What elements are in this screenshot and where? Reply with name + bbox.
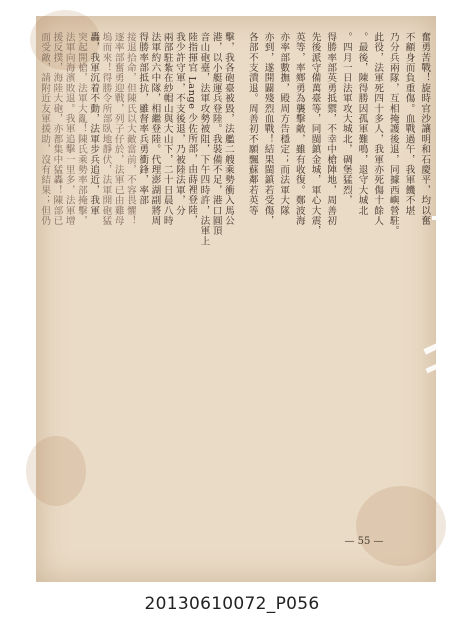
text-column: 音山砲臺，法軍攻勢被阻，下午四時許，法軍上 — [198, 32, 210, 247]
text-column: 突起開槍，法軍大亂！陳氏乘勢率部掩擊， — [75, 32, 87, 226]
water-stain — [26, 436, 86, 506]
text-column: 塢而來！得勝令所部臥地靜伏，法軍開砲猛 — [100, 32, 112, 226]
image-caption: 20130610072_P056 — [144, 594, 320, 614]
page-number: — 55 — — [344, 536, 384, 547]
text-column: 不顧身而負重傷。血戰過午，我軍饑不堪 — [403, 32, 415, 216]
text-column: 得勝率部抵抗，雖督率兵勇衝鋒，率部 — [137, 32, 149, 206]
text-column: 亦率部數撫，殿周方告穩定；而法軍大隊 — [278, 32, 290, 216]
edge-tear — [432, 216, 440, 220]
text-column: 。四月一日法軍攻大城北，碉堡猛烈， — [340, 32, 352, 206]
text-column: 各部不支潰退。周善初不願飄蘇鄰若英等 — [246, 32, 258, 216]
document-page — [36, 16, 436, 582]
text-column: 陸指揮官 Lange 少佐所部，由蒔裡登陸， — [186, 32, 198, 226]
text-column: 我少許守軍，不支後退，乃被陸法軍，分 — [173, 32, 185, 216]
text-column: 先後派守備萬臺等，同閩鎮金城，軍心大震， — [309, 32, 321, 236]
edge-tear — [426, 364, 439, 374]
text-column: 。最後，陳得勝因孤軍難鳴，退守大城北 — [356, 32, 368, 216]
text-column: 面受敵，請附近友軍援助，沒有結果；但仍 — [39, 32, 51, 226]
text-column: 轟，我軍沉着不動，法軍步兵追近，我軍 — [88, 32, 100, 216]
text-column: 法軍約六中隊，相繼登陸。代理澎湖副將周 — [149, 32, 161, 226]
text-column: 此役，法軍死四十多人，我軍亦死傷十餘人 — [372, 32, 384, 226]
text-column: 港，以小艇運兵登陸。我裝備不足，港口圓頂 — [210, 32, 222, 236]
text-column: 接退拾命，但陳氏以大敵當前，不容畏懼！ — [124, 32, 136, 226]
text-column: 得勝率部英勇抵禦，不幸中槍陣地，周善初 — [325, 32, 337, 226]
text-column: 乃分兵兩隊，互相掩護後退，同據西嶼營駐。 — [387, 32, 399, 236]
text-column: 奮勇苦戰！旋時官沙讓明和石慶平，均以奮 — [419, 32, 431, 226]
text-column: 逐率部奮勇迎戰，列子仔於，法軍已由雞母 — [112, 32, 124, 226]
text-column: 擊，我各砲臺被毀，法艦二艘乘勢衝入馬公 — [222, 32, 234, 226]
edge-tear — [423, 343, 438, 354]
text-column: 亦到，遂開闢殘烈血戰！結果閩鎮若受傷， — [262, 32, 274, 226]
water-stain — [356, 486, 446, 566]
text-column: 英等，率鄉勇為襲擊敵，雖有收復。鄭波海 — [293, 32, 305, 226]
text-column: 法軍向海濱敗退。我軍追擊一里多，法軍增 — [63, 32, 75, 226]
text-column: 兩部駐紮在紗帽山與大山下，二十日晨八時 — [161, 32, 173, 226]
text-column: 援反撲，海陸大砲，亦都集中猛轟！陳部已 — [51, 32, 63, 226]
